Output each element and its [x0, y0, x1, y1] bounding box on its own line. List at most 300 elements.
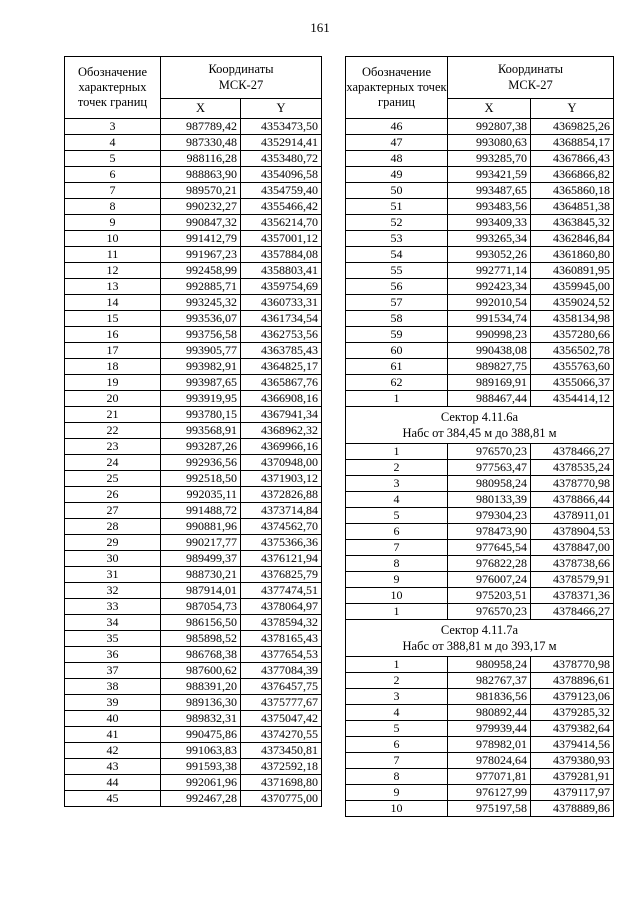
- point-number-cell: 37: [65, 663, 161, 679]
- table-row: [65, 743, 322, 759]
- y-coordinate-cell: 4376457,75: [241, 679, 322, 695]
- x-coordinate-cell: 989832,31: [161, 711, 241, 727]
- y-coordinate-cell: 4378466,27: [531, 604, 614, 620]
- table-row: [65, 199, 322, 215]
- point-number-cell: 49: [346, 167, 448, 183]
- x-coordinate-cell: 992807,38: [448, 119, 531, 135]
- y-coordinate-cell: 4373714,84: [241, 503, 322, 519]
- x-coordinate-cell: 993780,15: [161, 407, 241, 423]
- y-coordinate-cell: 4378911,01: [531, 508, 614, 524]
- point-number-cell: 21: [65, 407, 161, 423]
- y-coordinate-cell: 4378579,91: [531, 572, 614, 588]
- point-number-cell: 9: [346, 785, 448, 801]
- table-row: [65, 647, 322, 663]
- x-coordinate-cell: 991534,74: [448, 311, 531, 327]
- table-row: [65, 759, 322, 775]
- table-row: [65, 407, 322, 423]
- table-row: [65, 327, 322, 343]
- y-coordinate-cell: 4379281,91: [531, 769, 614, 785]
- x-coordinate-cell: 977071,81: [448, 769, 531, 785]
- table-row: [65, 343, 322, 359]
- x-coordinate-cell: 988730,21: [161, 567, 241, 583]
- point-number-cell: 7: [346, 753, 448, 769]
- x-coordinate-cell: 993905,77: [161, 343, 241, 359]
- x-coordinate-cell: 989499,37: [161, 551, 241, 567]
- table-row: [65, 231, 322, 247]
- coordinates-table-left: [64, 56, 322, 807]
- table-row: [346, 753, 614, 769]
- table-row: [346, 119, 614, 135]
- point-number-cell: 6: [346, 737, 448, 753]
- x-coordinate-cell: 989570,21: [161, 183, 241, 199]
- header-point-designation: Обозначение характерных точек границ: [65, 57, 161, 119]
- x-coordinate-cell: 980892,44: [448, 705, 531, 721]
- point-number-cell: 1: [346, 604, 448, 620]
- header-coordinate-system: МСК-27: [508, 78, 553, 93]
- x-coordinate-cell: 992458,99: [161, 263, 241, 279]
- sector-b-subtitle: Набс от 388,81 м до 393,17 м: [402, 639, 557, 653]
- point-number-cell: 32: [65, 583, 161, 599]
- y-coordinate-cell: 4372592,18: [241, 759, 322, 775]
- x-coordinate-cell: 990998,23: [448, 327, 531, 343]
- x-coordinate-cell: 992936,56: [161, 455, 241, 471]
- point-number-cell: 26: [65, 487, 161, 503]
- y-coordinate-cell: 4375777,67: [241, 695, 322, 711]
- header-point-designation: Обозначение характерных точек границ: [346, 57, 448, 119]
- table-row: [65, 215, 322, 231]
- page-number: 161: [310, 20, 330, 35]
- x-coordinate-cell: 980958,24: [448, 657, 531, 673]
- y-coordinate-cell: 4378770,98: [531, 657, 614, 673]
- y-coordinate-cell: 4378064,97: [241, 599, 322, 615]
- table-row: [346, 689, 614, 705]
- table-row: [65, 679, 322, 695]
- sector-a-header-row: [346, 407, 614, 444]
- y-coordinate-cell: 4376825,79: [241, 567, 322, 583]
- sector-a-header: [346, 407, 614, 444]
- table-row: [346, 572, 614, 588]
- x-coordinate-cell: 993409,33: [448, 215, 531, 231]
- y-coordinate-cell: 4378594,32: [241, 615, 322, 631]
- point-number-cell: 13: [65, 279, 161, 295]
- x-coordinate-cell: 992518,50: [161, 471, 241, 487]
- x-coordinate-cell: 977645,54: [448, 540, 531, 556]
- table-row: [346, 199, 614, 215]
- table-row: [65, 423, 322, 439]
- table-row: [346, 460, 614, 476]
- x-coordinate-cell: 976127,99: [448, 785, 531, 801]
- y-coordinate-cell: 4378847,00: [531, 540, 614, 556]
- y-coordinate-cell: 4378165,43: [241, 631, 322, 647]
- x-coordinate-cell: 989827,75: [448, 359, 531, 375]
- x-coordinate-cell: 982767,37: [448, 673, 531, 689]
- x-coordinate-cell: 991488,72: [161, 503, 241, 519]
- table-row: [346, 801, 614, 817]
- header-coordinates-label: Координаты: [497, 62, 564, 77]
- table-row: [346, 556, 614, 572]
- point-number-cell: 4: [346, 705, 448, 721]
- x-coordinate-cell: 991412,79: [161, 231, 241, 247]
- x-coordinate-cell: 993287,26: [161, 439, 241, 455]
- x-coordinate-cell: 987789,42: [161, 119, 241, 135]
- table-row: [346, 135, 614, 151]
- table-row: [346, 231, 614, 247]
- y-coordinate-cell: 4359754,69: [241, 279, 322, 295]
- y-coordinate-cell: 4378770,98: [531, 476, 614, 492]
- x-coordinate-cell: 978024,64: [448, 753, 531, 769]
- y-coordinate-cell: 4362846,84: [531, 231, 614, 247]
- point-number-cell: 7: [65, 183, 161, 199]
- table-row: [65, 551, 322, 567]
- y-coordinate-cell: 4379380,93: [531, 753, 614, 769]
- table-row: [346, 343, 614, 359]
- point-number-cell: 34: [65, 615, 161, 631]
- table-row: [346, 540, 614, 556]
- y-coordinate-cell: 4378466,27: [531, 444, 614, 460]
- point-number-cell: 8: [346, 556, 448, 572]
- y-coordinate-cell: 4369825,26: [531, 119, 614, 135]
- point-number-cell: 22: [65, 423, 161, 439]
- sector-a-subtitle: Набс от 384,45 м до 388,81 м: [402, 426, 557, 440]
- table-row: [346, 657, 614, 673]
- x-coordinate-cell: 993080,63: [448, 135, 531, 151]
- point-number-cell: 33: [65, 599, 161, 615]
- point-number-cell: 55: [346, 263, 448, 279]
- y-coordinate-cell: 4364851,38: [531, 199, 614, 215]
- x-coordinate-cell: 987330,48: [161, 135, 241, 151]
- header-x: X: [161, 98, 241, 118]
- y-coordinate-cell: 4377654,53: [241, 647, 322, 663]
- point-number-cell: 10: [346, 801, 448, 817]
- x-coordinate-cell: 976570,23: [448, 604, 531, 620]
- table-row: [346, 508, 614, 524]
- y-coordinate-cell: 4360891,95: [531, 263, 614, 279]
- x-coordinate-cell: 987600,62: [161, 663, 241, 679]
- point-number-cell: 28: [65, 519, 161, 535]
- table-row: [65, 583, 322, 599]
- y-coordinate-cell: 4361734,54: [241, 311, 322, 327]
- point-number-cell: 3: [346, 689, 448, 705]
- point-number-cell: 38: [65, 679, 161, 695]
- x-coordinate-cell: 993483,56: [448, 199, 531, 215]
- header-coordinates-label: Координаты: [208, 62, 274, 77]
- y-coordinate-cell: 4376121,94: [241, 551, 322, 567]
- point-number-cell: 3: [346, 476, 448, 492]
- table-row: [346, 375, 614, 391]
- x-coordinate-cell: 981836,56: [448, 689, 531, 705]
- y-coordinate-cell: 4378896,61: [531, 673, 614, 689]
- x-coordinate-cell: 993285,70: [448, 151, 531, 167]
- table-row: [346, 769, 614, 785]
- y-coordinate-cell: 4369966,16: [241, 439, 322, 455]
- table-row: [346, 391, 614, 407]
- table-row: [65, 359, 322, 375]
- sector-b-header-row: [346, 620, 614, 657]
- table-row: [65, 599, 322, 615]
- table-row: [65, 711, 322, 727]
- point-number-cell: 50: [346, 183, 448, 199]
- sector-b-header: [346, 620, 614, 657]
- x-coordinate-cell: 987914,01: [161, 583, 241, 599]
- header-x: X: [448, 98, 531, 118]
- table-row: [65, 567, 322, 583]
- x-coordinate-cell: 993919,95: [161, 391, 241, 407]
- table-row: [65, 183, 322, 199]
- point-number-cell: 54: [346, 247, 448, 263]
- y-coordinate-cell: 4361860,80: [531, 247, 614, 263]
- y-coordinate-cell: 4379382,64: [531, 721, 614, 737]
- table-row: [65, 119, 322, 135]
- y-coordinate-cell: 4373450,81: [241, 743, 322, 759]
- table-row: [65, 695, 322, 711]
- table-row: [65, 631, 322, 647]
- y-coordinate-cell: 4353480,72: [241, 151, 322, 167]
- x-coordinate-cell: 993265,34: [448, 231, 531, 247]
- y-coordinate-cell: 4378738,66: [531, 556, 614, 572]
- x-coordinate-cell: 992061,96: [161, 775, 241, 791]
- y-coordinate-cell: 4379123,06: [531, 689, 614, 705]
- point-number-cell: 18: [65, 359, 161, 375]
- y-coordinate-cell: 4372826,88: [241, 487, 322, 503]
- x-coordinate-cell: 992035,11: [161, 487, 241, 503]
- table-row: [346, 215, 614, 231]
- table-row: [346, 247, 614, 263]
- x-coordinate-cell: 979304,23: [448, 508, 531, 524]
- point-number-cell: 6: [65, 167, 161, 183]
- table-row: [65, 375, 322, 391]
- x-coordinate-cell: 975203,51: [448, 588, 531, 604]
- point-number-cell: 36: [65, 647, 161, 663]
- x-coordinate-cell: 993245,32: [161, 295, 241, 311]
- y-coordinate-cell: 4378535,24: [531, 460, 614, 476]
- y-coordinate-cell: 4354414,12: [531, 391, 614, 407]
- point-number-cell: 56: [346, 279, 448, 295]
- y-coordinate-cell: 4359945,00: [531, 279, 614, 295]
- point-number-cell: 14: [65, 295, 161, 311]
- table-row: [346, 295, 614, 311]
- table-row: [346, 588, 614, 604]
- x-coordinate-cell: 980958,24: [448, 476, 531, 492]
- x-coordinate-cell: 979939,44: [448, 721, 531, 737]
- point-number-cell: 59: [346, 327, 448, 343]
- point-number-cell: 47: [346, 135, 448, 151]
- x-coordinate-cell: 993421,59: [448, 167, 531, 183]
- x-coordinate-cell: 985898,52: [161, 631, 241, 647]
- table-row: [65, 503, 322, 519]
- table-row: [65, 295, 322, 311]
- point-number-cell: 10: [346, 588, 448, 604]
- y-coordinate-cell: 4362753,56: [241, 327, 322, 343]
- point-number-cell: 8: [346, 769, 448, 785]
- point-number-cell: 2: [346, 673, 448, 689]
- table-row: [346, 311, 614, 327]
- x-coordinate-cell: 991063,83: [161, 743, 241, 759]
- x-coordinate-cell: 978473,90: [448, 524, 531, 540]
- point-number-cell: 57: [346, 295, 448, 311]
- x-coordinate-cell: 987054,73: [161, 599, 241, 615]
- y-coordinate-cell: 4367941,34: [241, 407, 322, 423]
- y-coordinate-cell: 4354096,58: [241, 167, 322, 183]
- x-coordinate-cell: 988116,28: [161, 151, 241, 167]
- y-coordinate-cell: 4357001,12: [241, 231, 322, 247]
- table-row: [65, 775, 322, 791]
- point-number-cell: 15: [65, 311, 161, 327]
- y-coordinate-cell: 4379414,56: [531, 737, 614, 753]
- point-number-cell: 4: [346, 492, 448, 508]
- sector-a-title: Сектор 4.11.6а: [440, 410, 519, 424]
- x-coordinate-cell: 989136,30: [161, 695, 241, 711]
- table-row: [346, 263, 614, 279]
- y-coordinate-cell: 4375047,42: [241, 711, 322, 727]
- point-number-cell: 45: [65, 791, 161, 807]
- table-row: [346, 492, 614, 508]
- table-row: [65, 519, 322, 535]
- point-number-cell: 7: [346, 540, 448, 556]
- point-number-cell: 39: [65, 695, 161, 711]
- x-coordinate-cell: 986156,50: [161, 615, 241, 631]
- x-coordinate-cell: 976007,24: [448, 572, 531, 588]
- table-row: [346, 524, 614, 540]
- table-row: [65, 471, 322, 487]
- x-coordinate-cell: 993982,91: [161, 359, 241, 375]
- y-coordinate-cell: 4377084,39: [241, 663, 322, 679]
- table-row: [65, 247, 322, 263]
- y-coordinate-cell: 4366908,16: [241, 391, 322, 407]
- y-coordinate-cell: 4357280,66: [531, 327, 614, 343]
- y-coordinate-cell: 4375366,36: [241, 535, 322, 551]
- table-row: [346, 279, 614, 295]
- table-row: [65, 439, 322, 455]
- point-number-cell: 1: [346, 391, 448, 407]
- point-number-cell: 27: [65, 503, 161, 519]
- x-coordinate-cell: 988391,20: [161, 679, 241, 695]
- x-coordinate-cell: 993536,07: [161, 311, 241, 327]
- point-number-cell: 1: [346, 444, 448, 460]
- table-row: [65, 391, 322, 407]
- point-number-cell: 10: [65, 231, 161, 247]
- y-coordinate-cell: 4367866,43: [531, 151, 614, 167]
- x-coordinate-cell: 993487,65: [448, 183, 531, 199]
- x-coordinate-cell: 993052,26: [448, 247, 531, 263]
- x-coordinate-cell: 990438,08: [448, 343, 531, 359]
- point-number-cell: 60: [346, 343, 448, 359]
- y-coordinate-cell: 4378904,53: [531, 524, 614, 540]
- point-number-cell: 51: [346, 199, 448, 215]
- y-coordinate-cell: 4378889,86: [531, 801, 614, 817]
- table-row: [346, 183, 614, 199]
- x-coordinate-cell: 992771,14: [448, 263, 531, 279]
- point-number-cell: 8: [65, 199, 161, 215]
- y-coordinate-cell: 4360733,31: [241, 295, 322, 311]
- y-coordinate-cell: 4365867,76: [241, 375, 322, 391]
- x-coordinate-cell: 988863,90: [161, 167, 241, 183]
- y-coordinate-cell: 4371698,80: [241, 775, 322, 791]
- x-coordinate-cell: 977563,47: [448, 460, 531, 476]
- table-row: [346, 359, 614, 375]
- y-coordinate-cell: 4356214,70: [241, 215, 322, 231]
- y-coordinate-cell: 4379285,32: [531, 705, 614, 721]
- point-number-cell: 35: [65, 631, 161, 647]
- x-coordinate-cell: 975197,58: [448, 801, 531, 817]
- sector-a-body: [346, 444, 614, 620]
- point-number-cell: 48: [346, 151, 448, 167]
- x-coordinate-cell: 976570,23: [448, 444, 531, 460]
- table-row: [346, 327, 614, 343]
- header-coordinates: [448, 57, 614, 99]
- point-number-cell: 40: [65, 711, 161, 727]
- table-row: [65, 535, 322, 551]
- x-coordinate-cell: 976822,28: [448, 556, 531, 572]
- y-coordinate-cell: 4352914,41: [241, 135, 322, 151]
- point-number-cell: 61: [346, 359, 448, 375]
- y-coordinate-cell: 4368854,17: [531, 135, 614, 151]
- point-number-cell: 11: [65, 247, 161, 263]
- header-coordinates: [161, 57, 322, 99]
- x-coordinate-cell: 986768,38: [161, 647, 241, 663]
- point-number-cell: 29: [65, 535, 161, 551]
- y-coordinate-cell: 4358134,98: [531, 311, 614, 327]
- point-number-cell: 5: [346, 721, 448, 737]
- y-coordinate-cell: 4355066,37: [531, 375, 614, 391]
- x-coordinate-cell: 992885,71: [161, 279, 241, 295]
- x-coordinate-cell: 991593,38: [161, 759, 241, 775]
- table-row: [65, 455, 322, 471]
- point-number-cell: 5: [65, 151, 161, 167]
- point-number-cell: 30: [65, 551, 161, 567]
- table-row: [346, 167, 614, 183]
- table-row: [65, 135, 322, 151]
- x-coordinate-cell: 992010,54: [448, 295, 531, 311]
- y-coordinate-cell: 4357884,08: [241, 247, 322, 263]
- coordinates-table-right: [345, 56, 614, 817]
- table-row: [65, 615, 322, 631]
- y-coordinate-cell: 4366866,82: [531, 167, 614, 183]
- point-number-cell: 16: [65, 327, 161, 343]
- sector-a-section: [346, 407, 614, 444]
- y-coordinate-cell: 4353473,50: [241, 119, 322, 135]
- x-coordinate-cell: 980133,39: [448, 492, 531, 508]
- point-number-cell: 23: [65, 439, 161, 455]
- x-coordinate-cell: 992467,28: [161, 791, 241, 807]
- point-number-cell: 6: [346, 524, 448, 540]
- point-number-cell: 1: [346, 657, 448, 673]
- y-coordinate-cell: 4374562,70: [241, 519, 322, 535]
- x-coordinate-cell: 992423,34: [448, 279, 531, 295]
- y-coordinate-cell: 4365860,18: [531, 183, 614, 199]
- y-coordinate-cell: 4356502,78: [531, 343, 614, 359]
- y-coordinate-cell: 4363845,32: [531, 215, 614, 231]
- point-number-cell: 9: [346, 572, 448, 588]
- x-coordinate-cell: 990847,32: [161, 215, 241, 231]
- left-table-body: [65, 119, 322, 807]
- x-coordinate-cell: 990881,96: [161, 519, 241, 535]
- right-table-body: [346, 119, 614, 407]
- table-row: [65, 311, 322, 327]
- header-y: Y: [241, 98, 322, 118]
- point-number-cell: 44: [65, 775, 161, 791]
- x-coordinate-cell: 993987,65: [161, 375, 241, 391]
- y-coordinate-cell: 4370775,00: [241, 791, 322, 807]
- sector-b-section: [346, 620, 614, 657]
- table-row: [65, 663, 322, 679]
- sector-b-title: Сектор 4.11.7а: [440, 623, 519, 637]
- y-coordinate-cell: 4363785,43: [241, 343, 322, 359]
- point-number-cell: 41: [65, 727, 161, 743]
- point-number-cell: 3: [65, 119, 161, 135]
- table-row: [65, 487, 322, 503]
- x-coordinate-cell: 990232,27: [161, 199, 241, 215]
- y-coordinate-cell: 4364825,17: [241, 359, 322, 375]
